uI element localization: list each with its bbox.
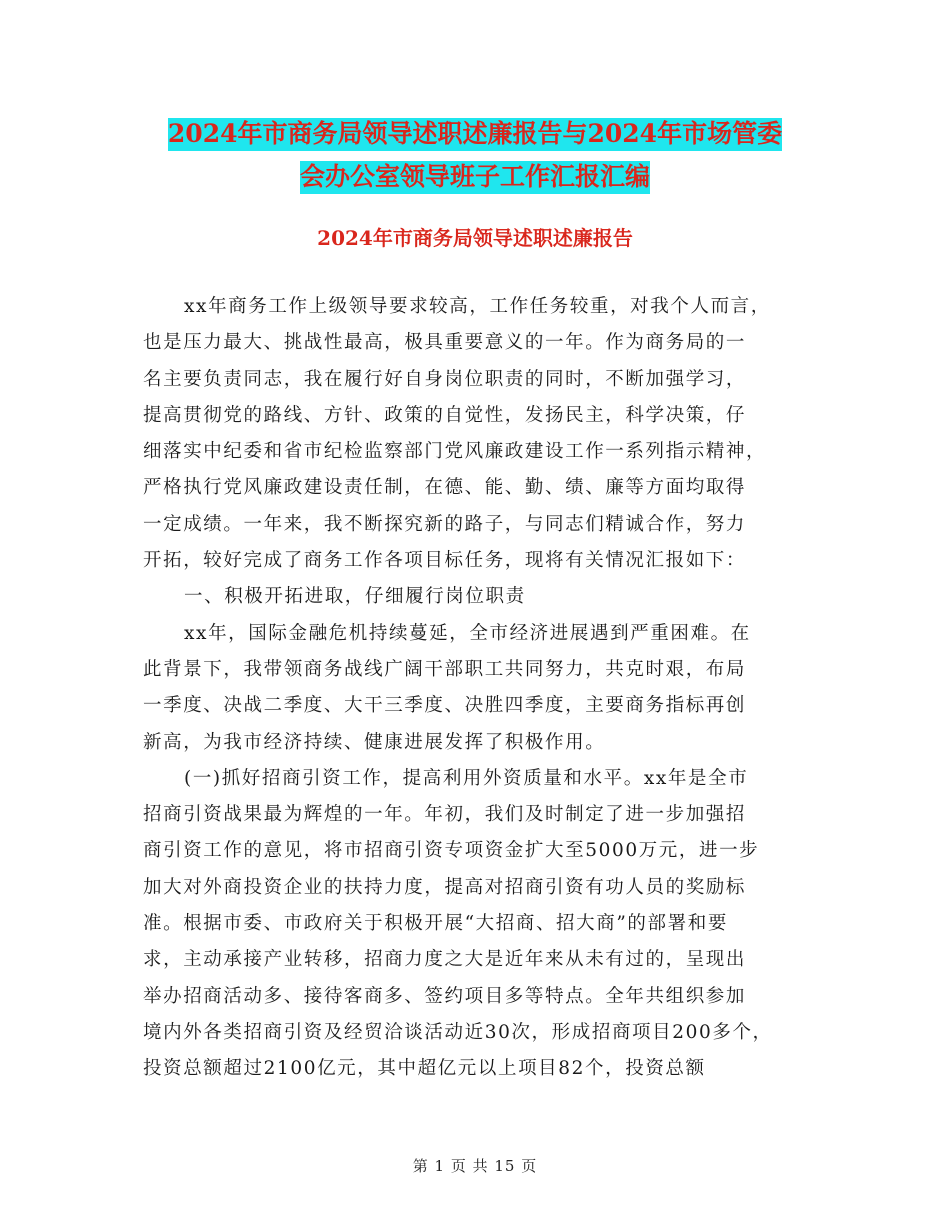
paragraph-line: xx年商务工作上级领导要求较高，工作任务较重，对我个人而言， bbox=[184, 296, 771, 317]
paragraph-line: 招商引资战果最为辉煌的一年。年初，我们及时制定了进一步加强招 bbox=[143, 804, 747, 826]
paragraph-line: 新高，为我市经济持续、健康进展发挥了积极作用。 bbox=[143, 731, 606, 753]
paragraph-line: 一定成绩。一年来，我不断探究新的路子，与同志们精诚合作，努力 bbox=[143, 513, 747, 535]
title-line-1 bbox=[0, 112, 950, 155]
paragraph-line: xx年，国际金融危机持续蔓延，全市经济进展遇到严重困难。在 bbox=[184, 622, 751, 644]
body-text bbox=[143, 289, 807, 1088]
paragraph-line: 名主要负责同志，我在履行好自身岗位职责的同时，不断加强学习， bbox=[143, 368, 747, 390]
section-title: 2024年市商务局领导述职述廉报告 bbox=[317, 226, 633, 250]
paragraph-line: (一)抓好招商引资工作，提高利用外资质量和水平。xx年是全市 bbox=[184, 767, 749, 789]
paragraph-line: 此背景下，我带领商务战线广阔干部职工共同努力，共克时艰，布局 bbox=[143, 658, 747, 680]
paragraph-line: 投资总额超过2100亿元，其中超亿元以上项目82个，投资总额 bbox=[143, 1058, 706, 1080]
title-highlight-1: 2024年市商务局领导述职述廉报告与2024年市场管委 bbox=[168, 118, 782, 151]
title-line-2 bbox=[0, 155, 950, 198]
paragraph-line: 加大对外商投资企业的扶持力度，提高对招商引资有功人员的奖励标 bbox=[143, 876, 747, 898]
document-title bbox=[0, 112, 950, 198]
paragraph-line: 也是压力最大、挑战性最高，极具重要意义的一年。作为商务局的一 bbox=[143, 332, 747, 354]
page-number-footer: 第 1 页 共 15 页 bbox=[412, 1157, 538, 1175]
paragraph-line: 开拓，较好完成了商务工作各项目标任务，现将有关情况汇报如下： bbox=[143, 550, 747, 572]
paragraph-line: 提高贯彻党的路线、方针、政策的自觉性，发扬民主，科学决策，仔 bbox=[143, 404, 747, 426]
paragraph-line: 一季度、决战二季度、大干三季度、决胜四季度，主要商务指标再创 bbox=[143, 695, 747, 717]
paragraph-line: 举办招商活动多、接待客商多、签约项目多等特点。全年共组织参加 bbox=[143, 985, 747, 1007]
title-highlight-2: 会办公室领导班子工作汇报汇编 bbox=[300, 161, 650, 194]
paragraph-line: 商引资工作的意见，将市招商引资专项资金扩大至5000万元，进一步 bbox=[143, 840, 760, 862]
paragraph-line: 细落实中纪委和省市纪检监察部门党风廉政建设工作一系列指示精神， bbox=[143, 441, 767, 463]
paragraph-line: 严格执行党风廉政建设责任制，在德、能、勤、绩、廉等方面均取得 bbox=[143, 477, 747, 499]
section-heading: 一、积极开拓进取，仔细履行岗位职责 bbox=[184, 586, 526, 608]
paragraph-line: 准。根据市委、市政府关于积极开展“大招商、招大商”的部署和要 bbox=[143, 913, 728, 935]
paragraph-line: 境内外各类招商引资及经贸洽谈活动近30次，形成招商项目200多个， bbox=[143, 1021, 773, 1043]
paragraph-line: 求，主动承接产业转移，招商力度之大是近年来从未有过的，呈现出 bbox=[143, 949, 747, 971]
